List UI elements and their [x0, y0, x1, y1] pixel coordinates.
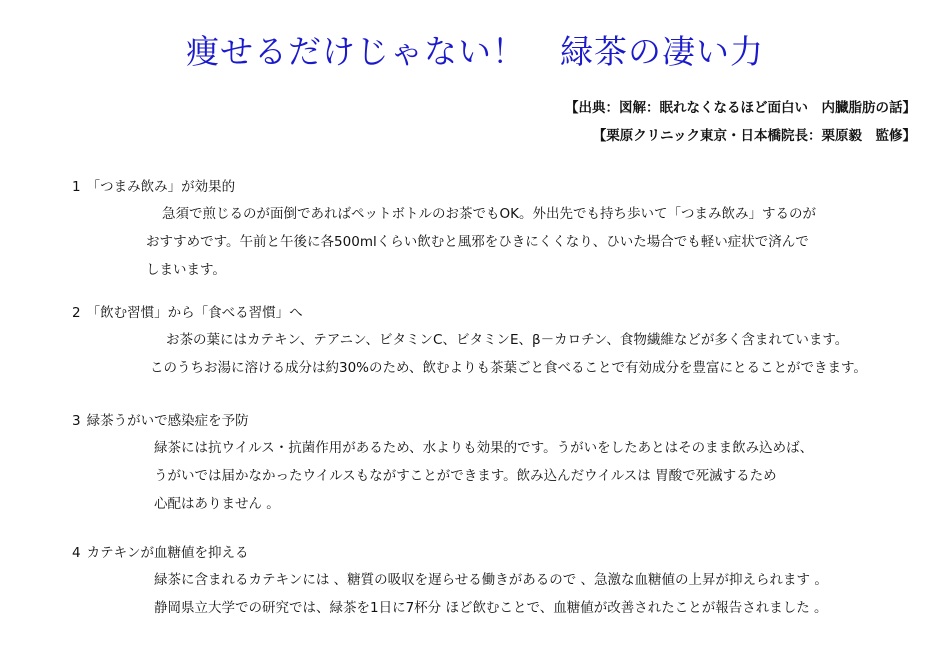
paragraph-line: うがいでは届かなかったウイルスもながすことができます。飲み込んだウイルスは 胃酸で死滅するため [154, 468, 777, 484]
supervisor-credit: 【栗原クリニック東京・日本橋院長：栗原毅 監修】 [592, 128, 916, 144]
paragraph-line: 緑茶に含まれるカテキンには 、糖質の吸収を遅らせる働きがあるので 、急激な血糖値の上昇が抑えられます 。 [154, 572, 828, 588]
section-3 [72, 408, 902, 518]
paragraph-line: お茶の葉にはカテキン、テアニン、ビタミンC、ビタミンE、β－カロチン、食物繊維などが多く含まれています。 [166, 332, 849, 348]
section-heading-text: カテキンが血糖値を抑える [86, 545, 249, 561]
section-heading [72, 300, 902, 326]
section-1 [72, 174, 902, 284]
paragraph-line: しまいます。 [146, 262, 226, 278]
section-number: 4 [72, 545, 81, 561]
section-number: 1 [72, 179, 81, 195]
paragraph-line: このうちお湯に溶ける成分は約30%のため、飲むよりも茶葉ごと食べることで有効成分を豊富にとることができます。 [150, 360, 867, 376]
section-heading [72, 174, 902, 200]
paragraph-line: おすすめです。午前と午後に各500mlくらい飲むと風邪をひきにくくなり、ひいた場合でも軽い症状で済んで [146, 234, 809, 250]
section-heading-text: 「飲む習慣」から「食べる習慣」へ [86, 305, 303, 321]
section-heading-text: 緑茶うがいで感染症を予防 [86, 413, 249, 429]
section-heading [72, 540, 902, 566]
section-number: 2 [72, 305, 81, 321]
paragraph-line: 静岡県立大学での研究では、緑茶を1日に7杯分 ほど飲むことで、血糖値が改善されたことが報告されました 。 [154, 600, 828, 616]
paragraph-line: 緑茶には抗ウイルス・抗菌作用があるため、水よりも効果的です。うがいをしたあとはそのまま飲み込めば、 [154, 440, 814, 456]
page-title: 痩せるだけじゃない！ 緑茶の凄い力 [186, 32, 764, 71]
section-heading-text: 「つまみ飲み」が効果的 [86, 179, 236, 195]
section-heading [72, 408, 902, 434]
source-citation: 【出典：図解：眠れなくなるほど面白い 内臓脂肪の話】 [565, 100, 916, 116]
paragraph-line: 急須で煎じるのが面倒であればペットボトルのお茶でもOK。外出先でも持ち歩いて「つまみ飲み」するのが [162, 206, 816, 222]
section-number: 3 [72, 413, 81, 429]
section-2 [72, 300, 902, 382]
paragraph-line: 心配はありません 。 [154, 496, 280, 512]
section-4 [72, 540, 902, 622]
